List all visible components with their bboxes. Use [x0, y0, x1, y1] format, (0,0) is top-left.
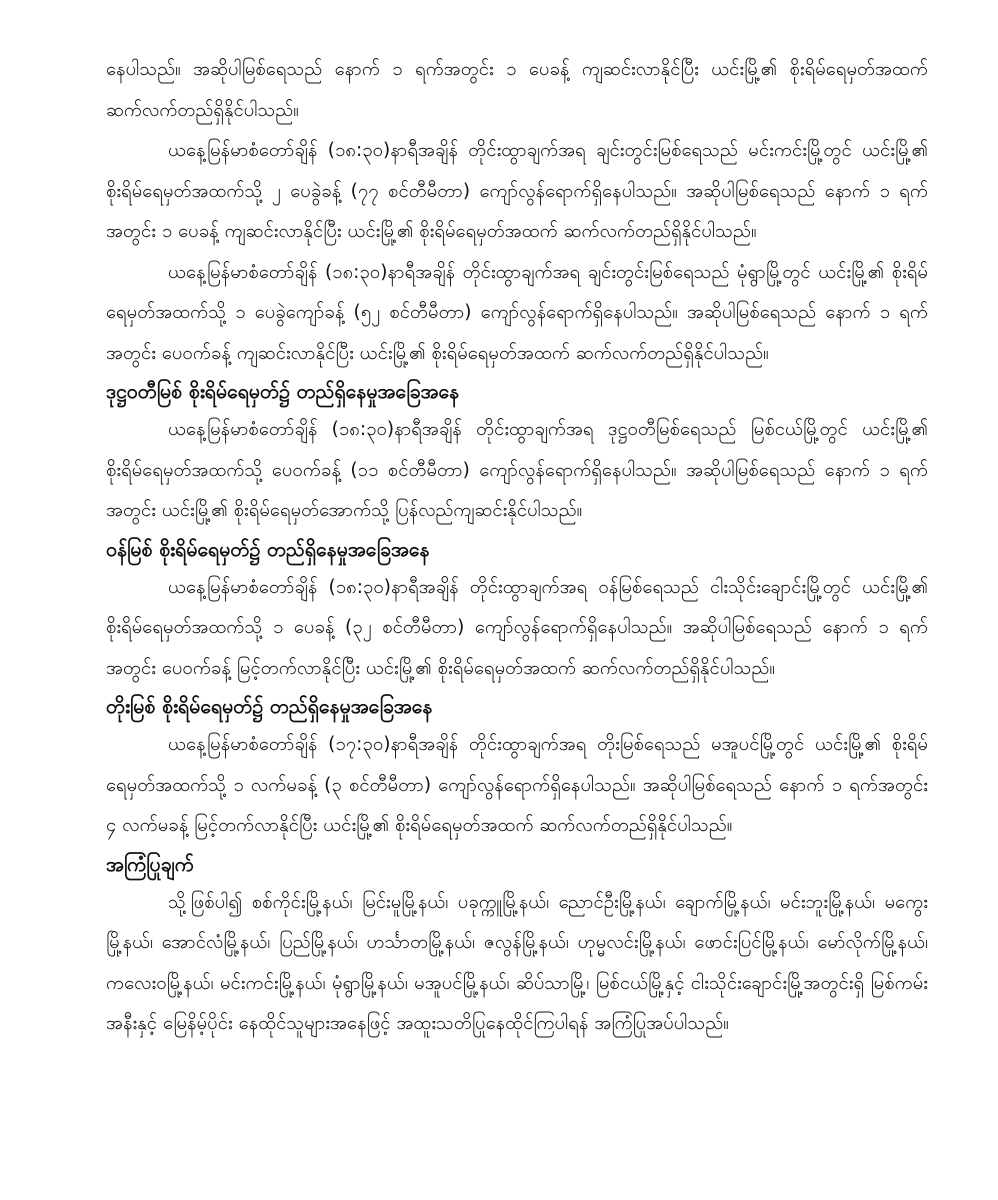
paragraph-continuation: နေပါသည်။ အဆိုပါမြစ်ရေသည် နောက် ၁ ရက်အတွင်း ၁ ပေခန့် ကျဆင်းလာနိုင်ပြီး ယင်းမြို့၏ စိုးရိမ်ရေမှတ်အထက် ဆက်လက်တည်ရှိနိုင်ပါသည်။ [106, 59, 928, 121]
heading-dottawaddy-river: ဒုဋ္ဌဝတီမြစ် စိုးရိမ်ရေမှတ်၌ တည်ရှိနေမှုအခြေအနေ [106, 380, 460, 403]
paragraph-chindwin-monywa: ယနေ့မြန်မာစံတော်ချိန် (၁၈:၃၀)နာရီအချိန် တိုင်းထွာချက်အရ ချင်းတွင်းမြစ်ရေသည် မုံရွာမြို့တွင် ယင်းမြို့၏ စိုးရိမ်ရေမှတ်အထက်သို့ ၁ ပေခွဲကျော်ခန့် (၅၂ စင်တီမီတာ) ကျော်လွန်ရောက်ရှိနေပါသည်။ အဆိုပါမြစ်ရေသည် နောက် ၁ ရက်အတွင်း ပေဝက်ခန့် ကျဆင်းလာနိုင်ပြီး ယင်းမြို့၏ စိုးရိမ်ရေမှတ်အထက် ဆက်လက်တည်ရှိနိုင်ပါသည်။ [106, 261, 928, 364]
heading-recommendation: အကြံပြုချက် [106, 852, 194, 876]
paragraph-chindwin-minkin: ယနေ့မြန်မာစံတော်ချိန် (၁၈:၃၀)နာရီအချိန် တိုင်းထွာချက်အရ ချင်းတွင်းမြစ်ရေသည် မင်းကင်းမြို့တွင် ယင်းမြို့၏ စိုးရိမ်ရေမှတ်အထက်သို့ ၂ ပေခွဲခန့် (၇၇ စင်တီမီတာ) ကျော်လွန်ရောက်ရှိနေပါသည်။ အဆိုပါမြစ်ရေသည် နောက် ၁ ရက်အတွင်း ၁ ပေခန့် ကျဆင်းလာနိုင်ပြီး ယင်းမြို့၏ စိုးရိမ်ရေမှတ်အထက် ဆက်လက်တည်ရှိနိုင်ပါသည်။ [106, 140, 928, 242]
heading-ngawun-river: ဝန်မြစ် စိုးရိမ်ရေမှတ်၌ တည်ရှိနေမှုအခြေအနေ [106, 537, 430, 561]
paragraph-recommendation: သို့ဖြစ်ပါ၍ စစ်ကိုင်းမြို့နယ်၊ မြင်းမူမြို့နယ်၊ ပခုက္ကူမြို့နယ်၊ ညောင်ဦးမြို့နယ်၊ ချောက်မြို့နယ်၊ မင်းဘူးမြို့နယ်၊ မကွေးမြို့နယ်၊ အောင်လံမြို့နယ်၊ ပြည်မြို့နယ်၊ ဟင်္သာတမြို့နယ်၊ ဇလွန်မြို့နယ်၊ ဟုမ္မလင်းမြို့နယ်၊ ဖောင်းပြင်မြို့နယ်၊ မော်လိုက်မြို့နယ်၊ ကလေးဝမြို့နယ်၊ မင်းကင်းမြို့နယ်၊ မုံရွာမြို့နယ်၊ မအူပင်မြို့နယ်၊ ဆိပ်သာမြို့၊ မြစ်ငယ်မြို့နှင့် ငါးသိုင်းချောင်းမြို့အတွင်းရှိ မြစ်ကမ်းအနီးနှင့် မြေနိမ့်ပိုင်း နေထိုင်သူများအနေဖြင့် အထူးသတိပြုနေထိုင်ကြပါရန် အကြံပြုအပ်ပါသည်။ [106, 891, 928, 1034]
heading-toe-river: တိုးမြစ် စိုးရိမ်ရေမှတ်၌ တည်ရှိနေမှုအခြေအနေ [106, 695, 433, 718]
document-page [106, 50, 928, 1170]
paragraph-dottawaddy-myitnge: ယနေ့မြန်မာစံတော်ချိန် (၁၈:၃၀)နာရီအချိန် တိုင်းထွာချက်အရ ဒုဋ္ဌဝတီမြစ်ရေသည် မြစ်ငယ်မြို့တွင် ယင်းမြို့၏ စိုးရိမ်ရေမှတ်အထက်သို့ ပေဝက်ခန့် (၁၁ စင်တီမီတာ) ကျော်လွန်ရောက်ရှိနေပါသည်။ အဆိုပါမြစ်ရေသည် နောက် ၁ ရက်အတွင်း ယင်းမြို့၏ စိုးရိမ်ရေမှတ်အောက်သို့ ပြန်လည်ကျဆင်းနိုင်ပါသည်။ [106, 419, 928, 521]
paragraph-ngawun-ngathaingchaung: ယနေ့မြန်မာစံတော်ချိန် (၁၈:၃၀)နာရီအချိန် တိုင်းထွာချက်အရ ဝန်မြစ်ရေသည် ငါးသိုင်းချောင်းမြို့တွင် ယင်းမြို့၏ စိုးရိမ်ရေမှတ်အထက်သို့ ၁ ပေခန့် (၃၂ စင်တီမီတာ) ကျော်လွန်ရောက်ရှိနေပါသည်။ အဆိုပါမြစ်ရေသည် နောက် ၁ ရက်အတွင်း ပေဝက်ခန့် မြင့်တက်လာနိုင်ပြီး ယင်းမြို့၏ စိုးရိမ်ရေမှတ်အထက် ဆက်လက်တည်ရှိနိုင်ပါသည်။ [106, 576, 928, 679]
paragraph-toe-maubin: ယနေ့မြန်မာစံတော်ချိန် (၁၇:၃၀)နာရီအချိန် တိုင်းထွာချက်အရ တိုးမြစ်ရေသည် မအူပင်မြို့တွင် ယင်းမြို့၏ စိုးရိမ်ရေမှတ်အထက်သို့ ၁ လက်မခန့် (၃ စင်တီမီတာ) ကျော်လွန်ရောက်ရှိနေပါသည်။ အဆိုပါမြစ်ရေသည် နောက် ၁ ရက်အတွင်း ၄ လက်မခန့် မြင့်တက်လာနိုင်ပြီး ယင်းမြို့၏ စိုးရိမ်ရေမှတ်အထက် ဆက်လက်တည်ရှိနိုင်ပါသည်။ [106, 734, 928, 836]
